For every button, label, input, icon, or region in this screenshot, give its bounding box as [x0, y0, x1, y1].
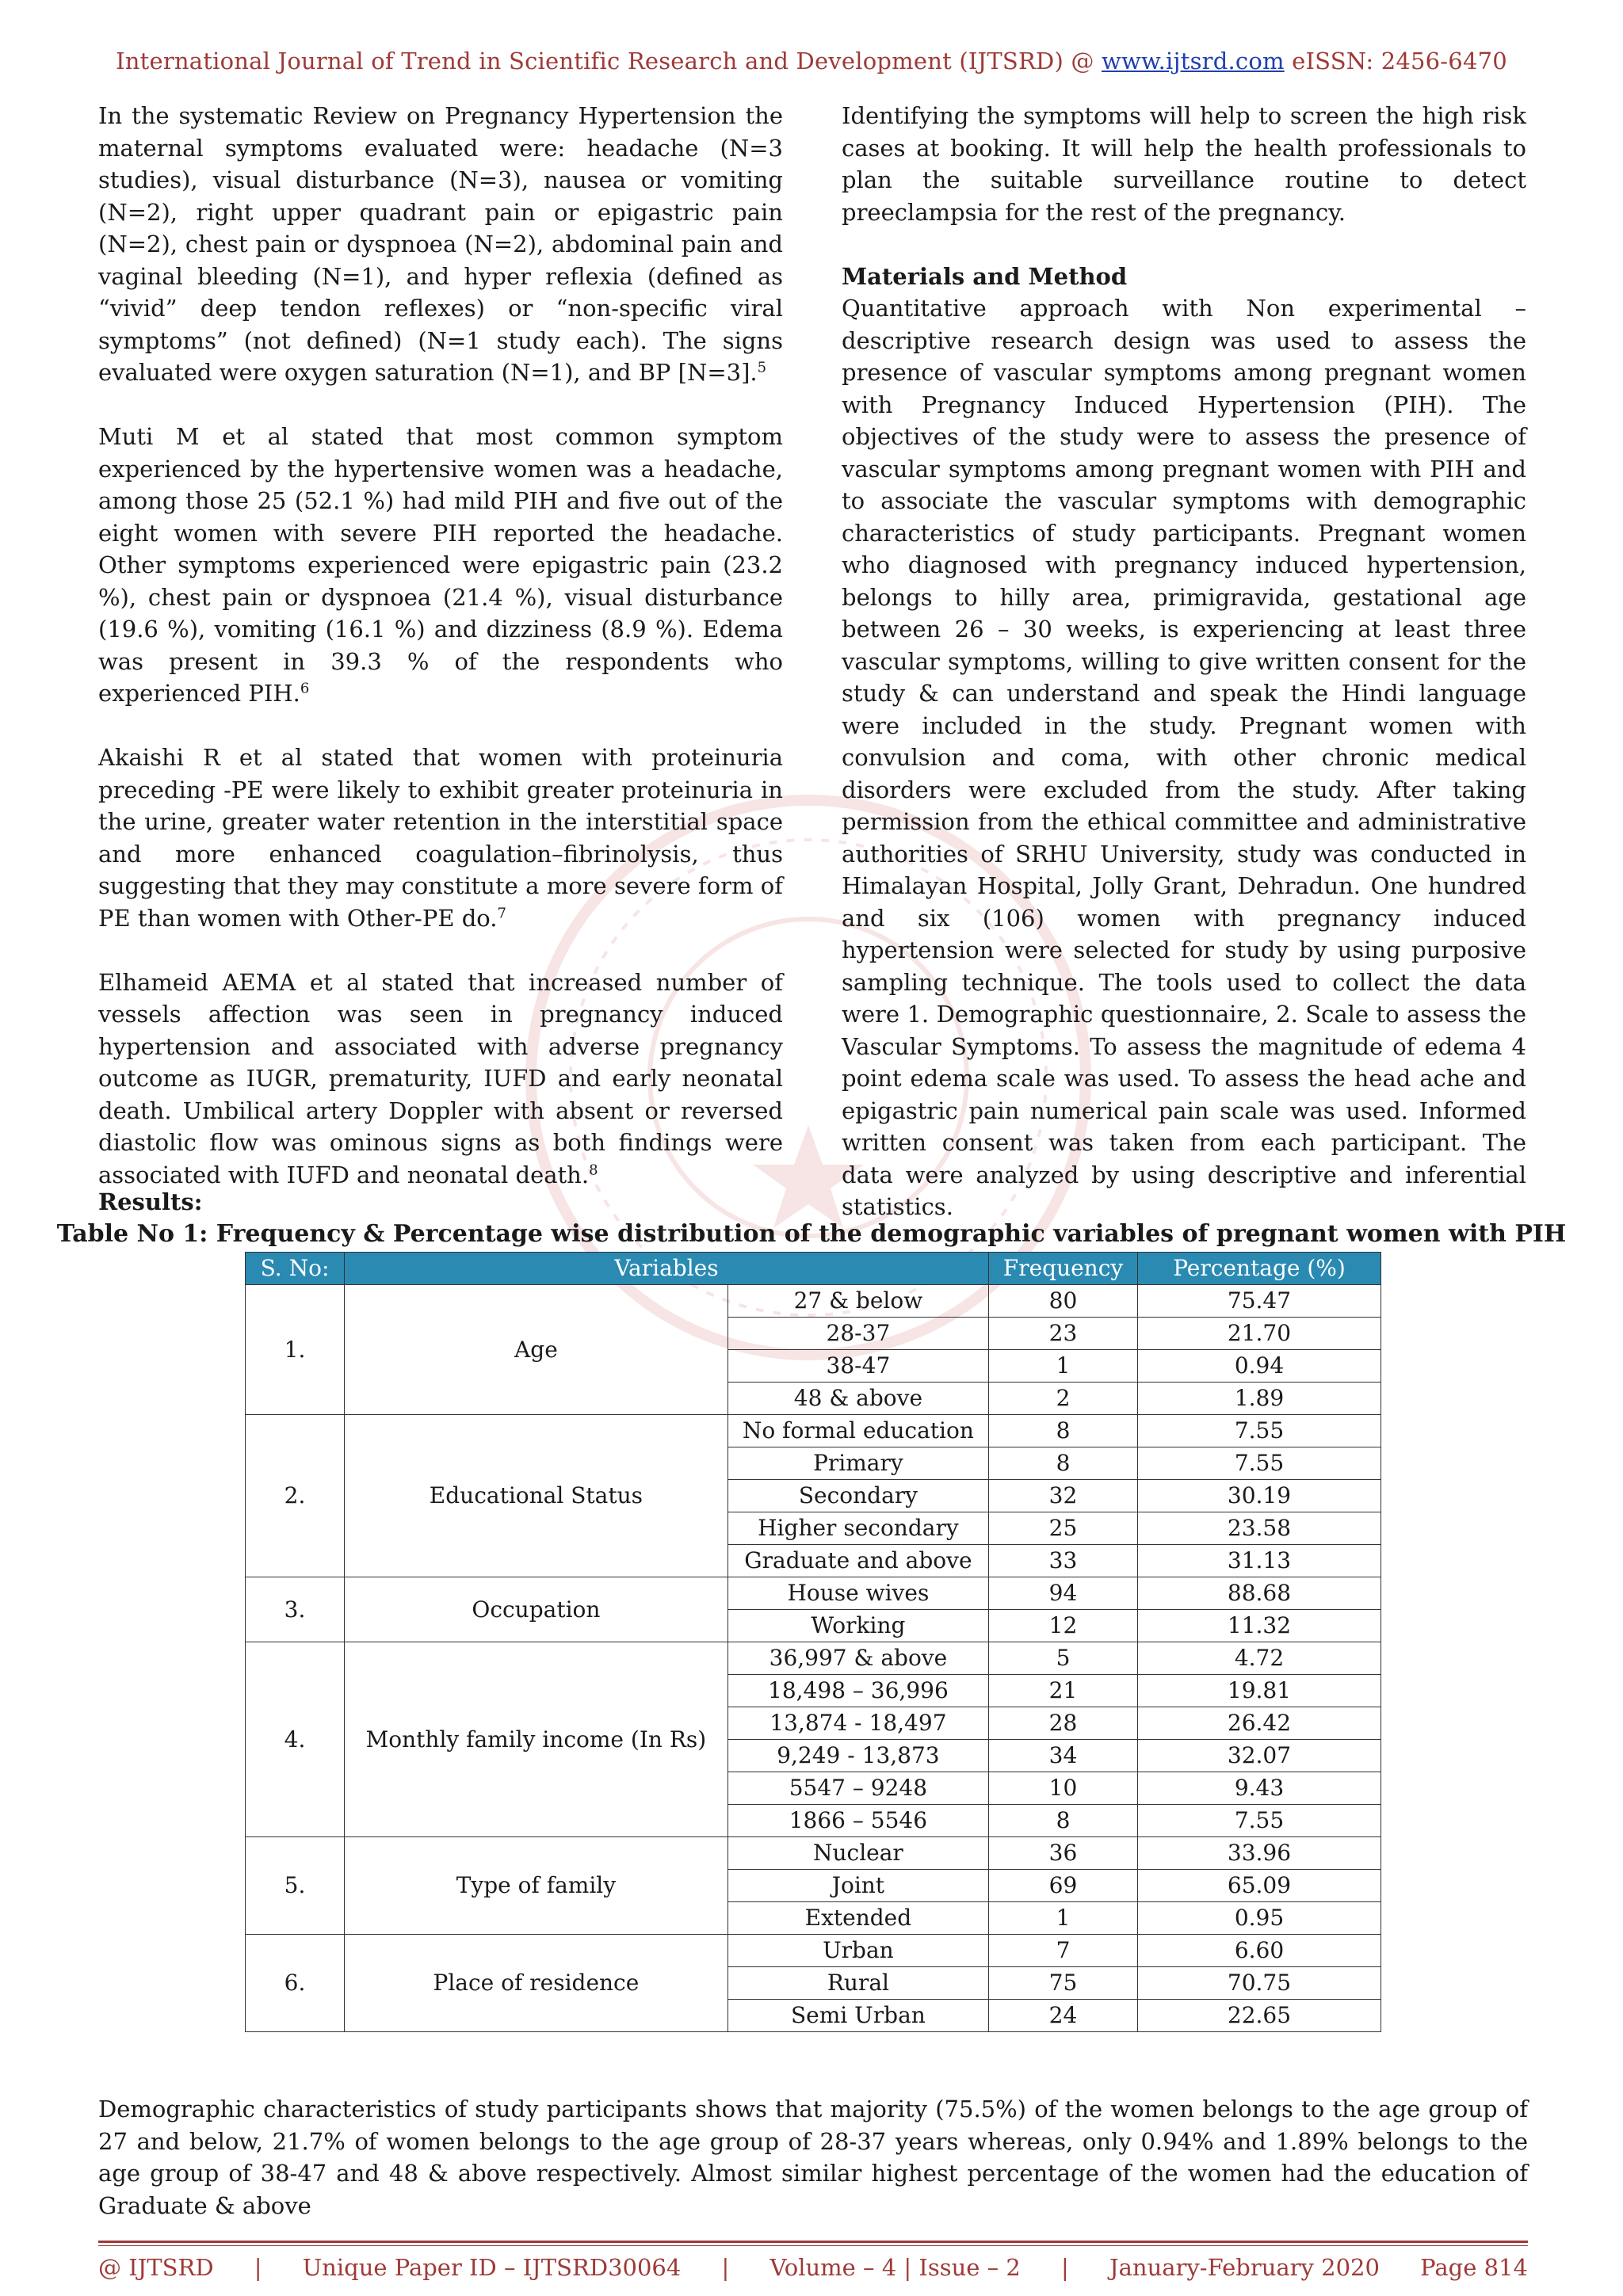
- paragraph-akaishi: Akaishi R et al stated that women with proteinuria preceding -PE were likely to exhibit greater proteinuria in the urine, greater water retention in the interstitial space and more enhanced coagulation–fibrinolysis, thus suggesting that they may constitute a more severe form of PE than women with Other-PE do.$^7$: [98, 744, 783, 932]
- paragraph-identifying: Identifying the symptoms will help to screen the high risk cases at booking. It will help the health professionals to plan the suitable surveillance routine to detect preeclampsia for the rest of the pregnancy.: [842, 102, 1526, 226]
- table-header-row: [246, 1253, 1381, 1285]
- cell-frequency: 23: [989, 1318, 1138, 1350]
- footer-separator: |: [254, 2254, 262, 2281]
- cell-frequency: 94: [989, 1577, 1138, 1610]
- cell-frequency: 32: [989, 1480, 1138, 1512]
- cell-frequency: 8: [989, 1805, 1138, 1837]
- cell-sno: 4.: [246, 1642, 345, 1837]
- cell-category: Nuclear: [727, 1837, 988, 1870]
- cell-percentage: 0.94: [1138, 1350, 1381, 1383]
- cell-percentage: 1.89: [1138, 1383, 1381, 1415]
- cell-frequency: 1: [989, 1350, 1138, 1383]
- citation-ref: 7: [497, 904, 506, 921]
- cell-frequency: 2: [989, 1383, 1138, 1415]
- cell-frequency: 5: [989, 1642, 1138, 1675]
- cell-percentage: 26.42: [1138, 1707, 1381, 1740]
- cell-sno: 6.: [246, 1935, 345, 2032]
- header-percentage: Percentage (%): [1138, 1253, 1381, 1285]
- cell-sno: 1.: [246, 1285, 345, 1415]
- cell-percentage: 7.55: [1138, 1805, 1381, 1837]
- cell-category: Extended: [727, 1902, 988, 1935]
- cell-category: Working: [727, 1610, 988, 1642]
- cell-category: Higher secondary: [727, 1512, 988, 1545]
- cell-category: Semi Urban: [727, 2000, 988, 2032]
- header-sno: S. No:: [246, 1253, 345, 1285]
- footer-separator: |: [1061, 2254, 1069, 2281]
- cell-frequency: 1: [989, 1902, 1138, 1935]
- table-row: [246, 1642, 1381, 1675]
- table-row: [246, 1837, 1381, 1870]
- header-suffix: eISSN: 2456-6470: [1284, 48, 1507, 74]
- cell-category: Joint: [727, 1870, 988, 1902]
- cell-frequency: 10: [989, 1772, 1138, 1805]
- footer-page: Page 814: [1420, 2254, 1528, 2281]
- right-column: [842, 100, 1526, 1255]
- cell-frequency: 33: [989, 1545, 1138, 1577]
- cell-category: 38-47: [727, 1350, 988, 1383]
- cell-variable: Monthly family income (In Rs): [345, 1642, 728, 1837]
- journal-link[interactable]: www.ijtsrd.com: [1102, 48, 1285, 74]
- table-row: [246, 1935, 1381, 1967]
- cell-percentage: 4.72: [1138, 1642, 1381, 1675]
- cell-frequency: 21: [989, 1675, 1138, 1707]
- footer-site: @ IJTSRD: [98, 2254, 214, 2281]
- citation-ref: 6: [300, 680, 310, 697]
- footer-rule-thin: [98, 2245, 1528, 2246]
- cell-frequency: 8: [989, 1447, 1138, 1480]
- cell-frequency: 80: [989, 1285, 1138, 1318]
- cell-category: 9,249 - 13,873: [727, 1740, 988, 1772]
- paragraph-elhameid: Elhameid AEMA et al stated that increased number of vessels affection was seen in pregnancy induced hypertension and associated with adverse pregnancy outcome as IUGR, prematurity, IUFD and early neonatal death. Umbilical artery Doppler with absent or reversed diastolic flow was ominous signs as both findings were associated with IUFD and neonatal death.$^8$: [98, 968, 783, 1188]
- cell-frequency: 69: [989, 1870, 1138, 1902]
- cell-category: 48 & above: [727, 1383, 988, 1415]
- cell-category: No formal education: [727, 1415, 988, 1447]
- cell-percentage: 7.55: [1138, 1447, 1381, 1480]
- footer-date: January-February 2020: [1109, 2254, 1380, 2281]
- cell-category: 13,874 - 18,497: [727, 1707, 988, 1740]
- cell-percentage: 32.07: [1138, 1740, 1381, 1772]
- cell-frequency: 28: [989, 1707, 1138, 1740]
- cell-sno: 5.: [246, 1837, 345, 1935]
- cell-category: Primary: [727, 1447, 988, 1480]
- cell-variable: Educational Status: [345, 1415, 728, 1577]
- cell-category: 5547 – 9248: [727, 1772, 988, 1805]
- cell-percentage: 7.55: [1138, 1415, 1381, 1447]
- footer-rule: [98, 2241, 1528, 2243]
- cell-variable: Type of family: [345, 1837, 728, 1935]
- section-heading-materials: Materials and Method: [842, 262, 1128, 290]
- cell-frequency: 8: [989, 1415, 1138, 1447]
- results-heading: Results:: [98, 1188, 203, 1215]
- table-row: [246, 1285, 1381, 1318]
- cell-percentage: 11.32: [1138, 1610, 1381, 1642]
- footer-separator: |: [721, 2254, 730, 2281]
- cell-category: House wives: [727, 1577, 988, 1610]
- cell-percentage: 30.19: [1138, 1480, 1381, 1512]
- cell-percentage: 70.75: [1138, 1967, 1381, 2000]
- cell-variable: Occupation: [345, 1577, 728, 1642]
- cell-percentage: 65.09: [1138, 1870, 1381, 1902]
- header-frequency: Frequency: [989, 1253, 1138, 1285]
- cell-percentage: 23.58: [1138, 1512, 1381, 1545]
- table-row: [246, 1577, 1381, 1610]
- cell-percentage: 6.60: [1138, 1935, 1381, 1967]
- cell-frequency: 24: [989, 2000, 1138, 2032]
- cell-frequency: 34: [989, 1740, 1138, 1772]
- cell-frequency: 75: [989, 1967, 1138, 2000]
- running-header: [0, 48, 1623, 74]
- cell-percentage: 9.43: [1138, 1772, 1381, 1805]
- header-prefix: International Journal of Trend in Scientific Research and Development (IJTSRD) @: [116, 48, 1102, 74]
- paragraph-materials-method: Quantitative approach with Non experimental – descriptive research design was used to assess the presence of vascular symptoms among pregnant women with Pregnancy Induced Hypertension (PIH). The objectives of the study were to assess the presence of vascular symptoms among pregnant women with PIH and to associate the vascular symptoms with demographic characteristics of study participants. Pregnant women who diagnosed with pregnancy induced hypertension, belongs to hilly area, primigravida, gestational age between 26 – 30 weeks, is experiencing at least three vascular symptoms, willing to give written consent for the study & can understand and speak the Hindi language were included in the study. Pregnant women with convulsion and coma, with other chronic medical disorders were excluded from the study. After taking permission from the ethical committee and administrative authorities of SRHU University, study was conducted in Himalayan Hospital, Jolly Grant, Dehradun. One hundred and six (106) women with pregnancy induced hypertension were selected for study by using purposive sampling technique. The tools used to collect the data were 1. Demographic questionnaire, 2. Scale to assess the Vascular Symptoms. To assess the magnitude of edema 4 point edema scale was used. To assess the head ache and epigastric pain numerical pain scale was used. Informed written consent was taken from each participant. The data were analyzed by using descriptive and inferential statistics.: [842, 295, 1526, 1220]
- cell-percentage: 75.47: [1138, 1285, 1381, 1318]
- cell-category: Graduate and above: [727, 1545, 988, 1577]
- cell-frequency: 25: [989, 1512, 1138, 1545]
- citation-ref: 8: [589, 1161, 598, 1178]
- cell-percentage: 19.81: [1138, 1675, 1381, 1707]
- cell-percentage: 21.70: [1138, 1318, 1381, 1350]
- cell-percentage: 31.13: [1138, 1545, 1381, 1577]
- table-row: [246, 1415, 1381, 1447]
- left-column: [98, 100, 783, 1223]
- cell-category: 1866 – 5546: [727, 1805, 988, 1837]
- cell-percentage: 0.95: [1138, 1902, 1381, 1935]
- paragraph-systematic-review: In the systematic Review on Pregnancy Hypertension the maternal symptoms evaluated were: headache (N=3 studies), visual disturbance (N=3), nausea or vomiting (N=2), right upper quadrant pain or epigastric pain (N=2), chest pain or dyspnoea (N=2), abdominal pain and vaginal bleeding (N=1), and hyper reflexia (defined as “vivid” deep tendon reflexes) or “non-specific viral symptoms” (not defined) (N=1 study each). The signs evaluated were oxygen saturation (N=1), and BP [N=3].$^5$: [98, 102, 783, 386]
- footer-paper-id: Unique Paper ID – IJTSRD30064: [302, 2254, 682, 2281]
- table-body: [246, 1285, 1381, 2032]
- summary-paragraph: Demographic characteristics of study participants shows that majority (75.5%) of the women belongs to the age group of 27 and below, 21.7% of women belongs to the age group of 28-37 years whereas, only 0.94% and 1.89% belongs to the age group of 38-47 and 48 & above respectively. Almost similar highest percentage of the women had the education of Graduate & above: [98, 2096, 1528, 2219]
- cell-sno: 2.: [246, 1415, 345, 1577]
- cell-percentage: 88.68: [1138, 1577, 1381, 1610]
- cell-category: 28-37: [727, 1318, 988, 1350]
- cell-variable: Place of residence: [345, 1935, 728, 2032]
- footer-volume: Volume – 4 | Issue – 2: [769, 2254, 1021, 2281]
- cell-percentage: 22.65: [1138, 2000, 1381, 2032]
- cell-category: Urban: [727, 1935, 988, 1967]
- cell-category: Rural: [727, 1967, 988, 2000]
- cell-category: 36,997 & above: [727, 1642, 988, 1675]
- cell-percentage: 33.96: [1138, 1837, 1381, 1870]
- cell-category: 27 & below: [727, 1285, 988, 1318]
- cell-frequency: 36: [989, 1837, 1138, 1870]
- paragraph-muti: Muti M et al stated that most common symptom experienced by the hypertensive women was a headache, among those 25 (52.1 %) had mild PIH and five out of the eight women with severe PIH reported the headache. Other symptoms experienced were epigastric pain (23.2 %), chest pain or dyspnoea (21.4 %), visual disturbance (19.6 %), vomiting (16.1 %) and dizziness (8.9 %). Edema was present in 39.3 % of the respondents who experienced PIH.$^6$: [98, 423, 783, 707]
- cell-variable: Age: [345, 1285, 728, 1415]
- cell-sno: 3.: [246, 1577, 345, 1642]
- cell-frequency: 7: [989, 1935, 1138, 1967]
- citation-ref: 5: [757, 359, 767, 376]
- running-footer: [98, 2254, 1528, 2281]
- table-caption: Table No 1: Frequency & Percentage wise distribution of the demographic variables of pregnant women with PIH: [56, 1220, 1567, 1248]
- cell-frequency: 12: [989, 1610, 1138, 1642]
- demographic-table: [245, 1252, 1381, 2032]
- header-variables: Variables: [345, 1253, 989, 1285]
- cell-category: 18,498 – 36,996: [727, 1675, 988, 1707]
- cell-category: Secondary: [727, 1480, 988, 1512]
